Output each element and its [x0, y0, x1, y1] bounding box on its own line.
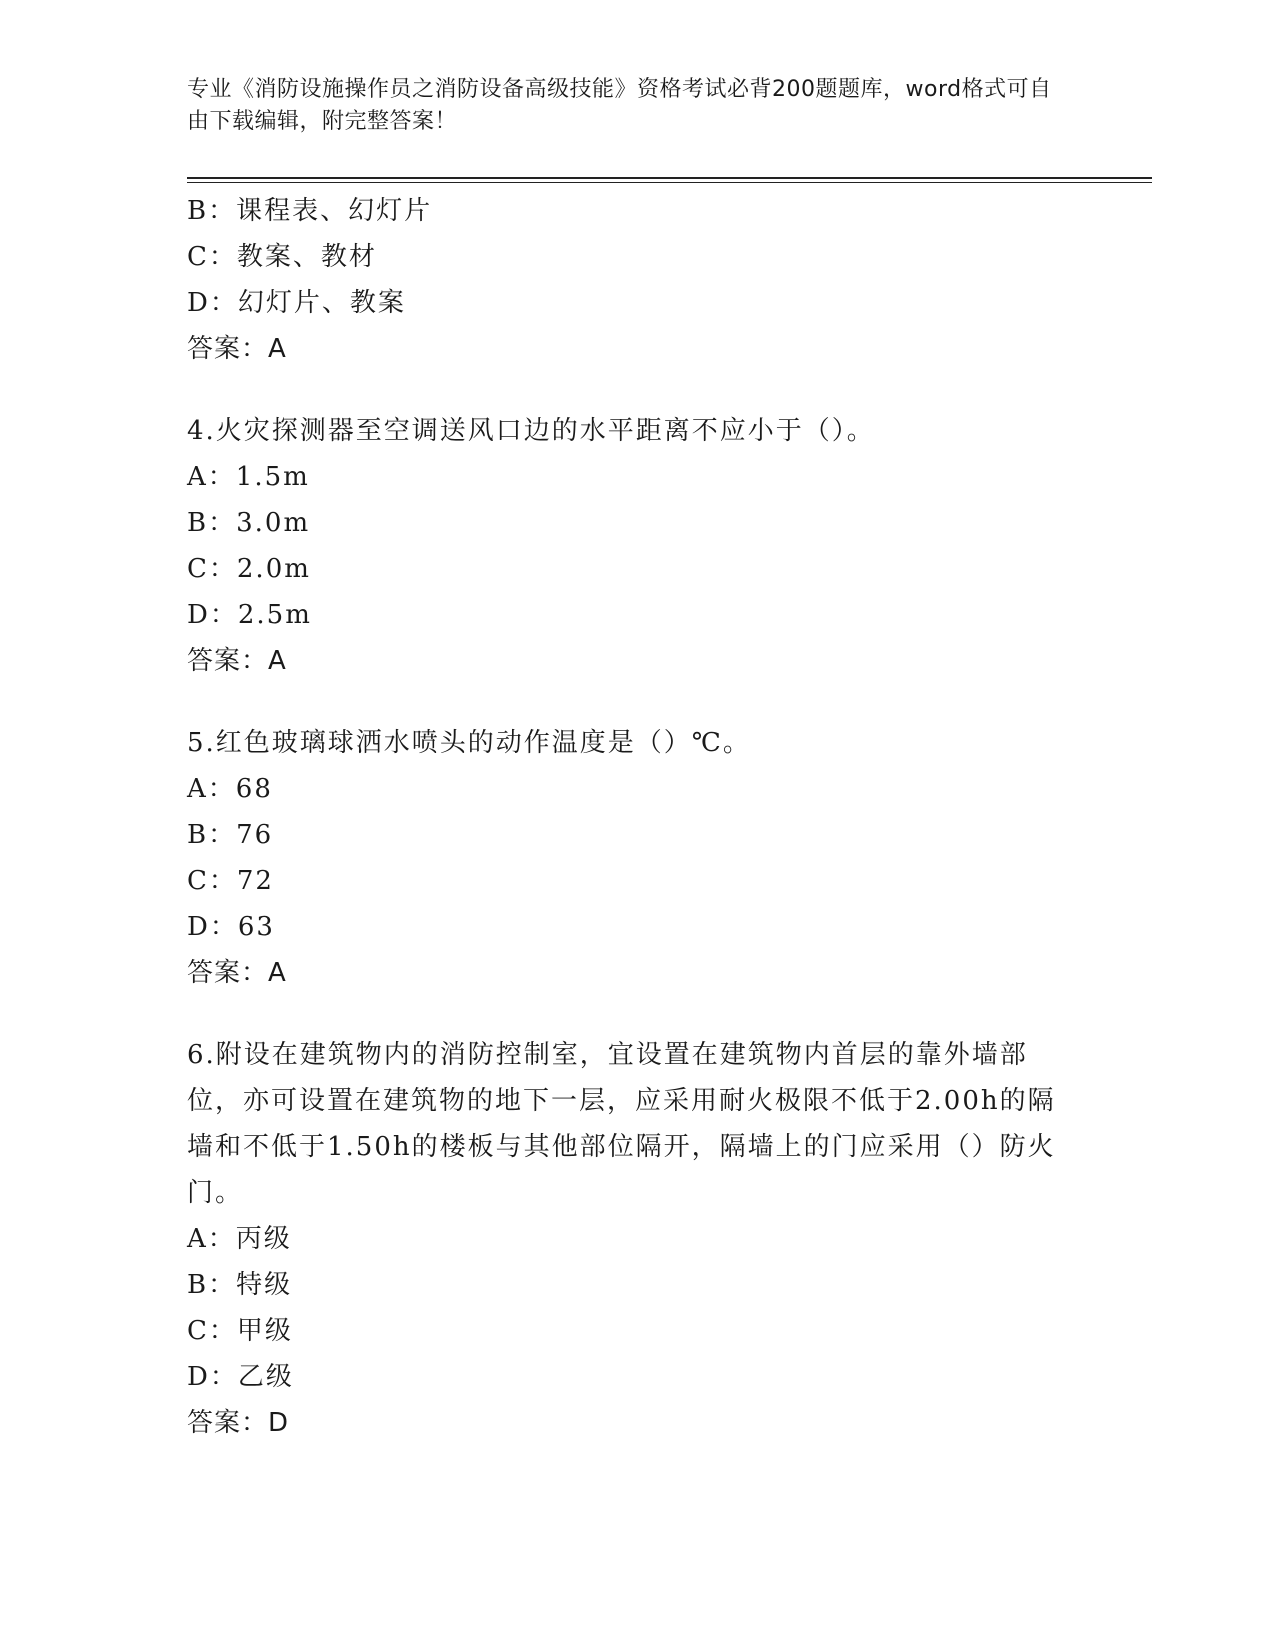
question-text: 5.红色玻璃球洒水喷头的动作温度是（）℃。 [187, 728, 751, 758]
option-a: A：1.5m [187, 462, 310, 492]
question-text: 4.火灾探测器至空调送风口边的水平距离不应小于（）。 [187, 416, 875, 446]
option-b: B：76 [187, 820, 274, 850]
header-rule-thick [187, 177, 1152, 179]
answer-line: 答案：A [187, 958, 287, 988]
option-d: D：2.5m [187, 600, 312, 630]
question-5 [187, 720, 1067, 996]
option-b: B：特级 [187, 1270, 293, 1300]
option-b: B：3.0m [187, 508, 311, 538]
option-d: D：幻灯片、教案 [187, 288, 406, 318]
document-header: 专业《消防设施操作员之消防设备高级技能》资格考试必背200题题库，word格式可自由下载编辑，附完整答案！ [187, 77, 1052, 134]
option-d: D：63 [187, 912, 275, 942]
option-a: A：68 [187, 774, 273, 804]
option-d: D：乙级 [187, 1362, 294, 1392]
prev-question-tail [187, 188, 1067, 372]
question-6 [187, 1032, 1067, 1446]
option-c: C：2.0m [187, 554, 311, 584]
question-list [187, 188, 1067, 1446]
option-b: B：课程表、幻灯片 [187, 196, 433, 226]
header-rule-thin [187, 182, 1152, 183]
option-c: C：教案、教材 [187, 242, 377, 272]
option-a: A：丙级 [187, 1224, 292, 1254]
answer-line: 答案：D [187, 1408, 290, 1438]
answer-line: 答案：A [187, 334, 287, 364]
question-4 [187, 408, 1067, 684]
question-text: 6.附设在建筑物内的消防控制室，宜设置在建筑物内首层的靠外墙部位，亦可设置在建筑物的地下一层，应采用耐火极限不低于2.00h的隔墙和不低于1.50h的楼板与其他部位隔开，隔墙上的门应采用（）防火门。 [187, 1040, 1056, 1208]
option-c: C：甲级 [187, 1316, 293, 1346]
option-c: C：72 [187, 866, 274, 896]
answer-line: 答案：A [187, 646, 287, 676]
